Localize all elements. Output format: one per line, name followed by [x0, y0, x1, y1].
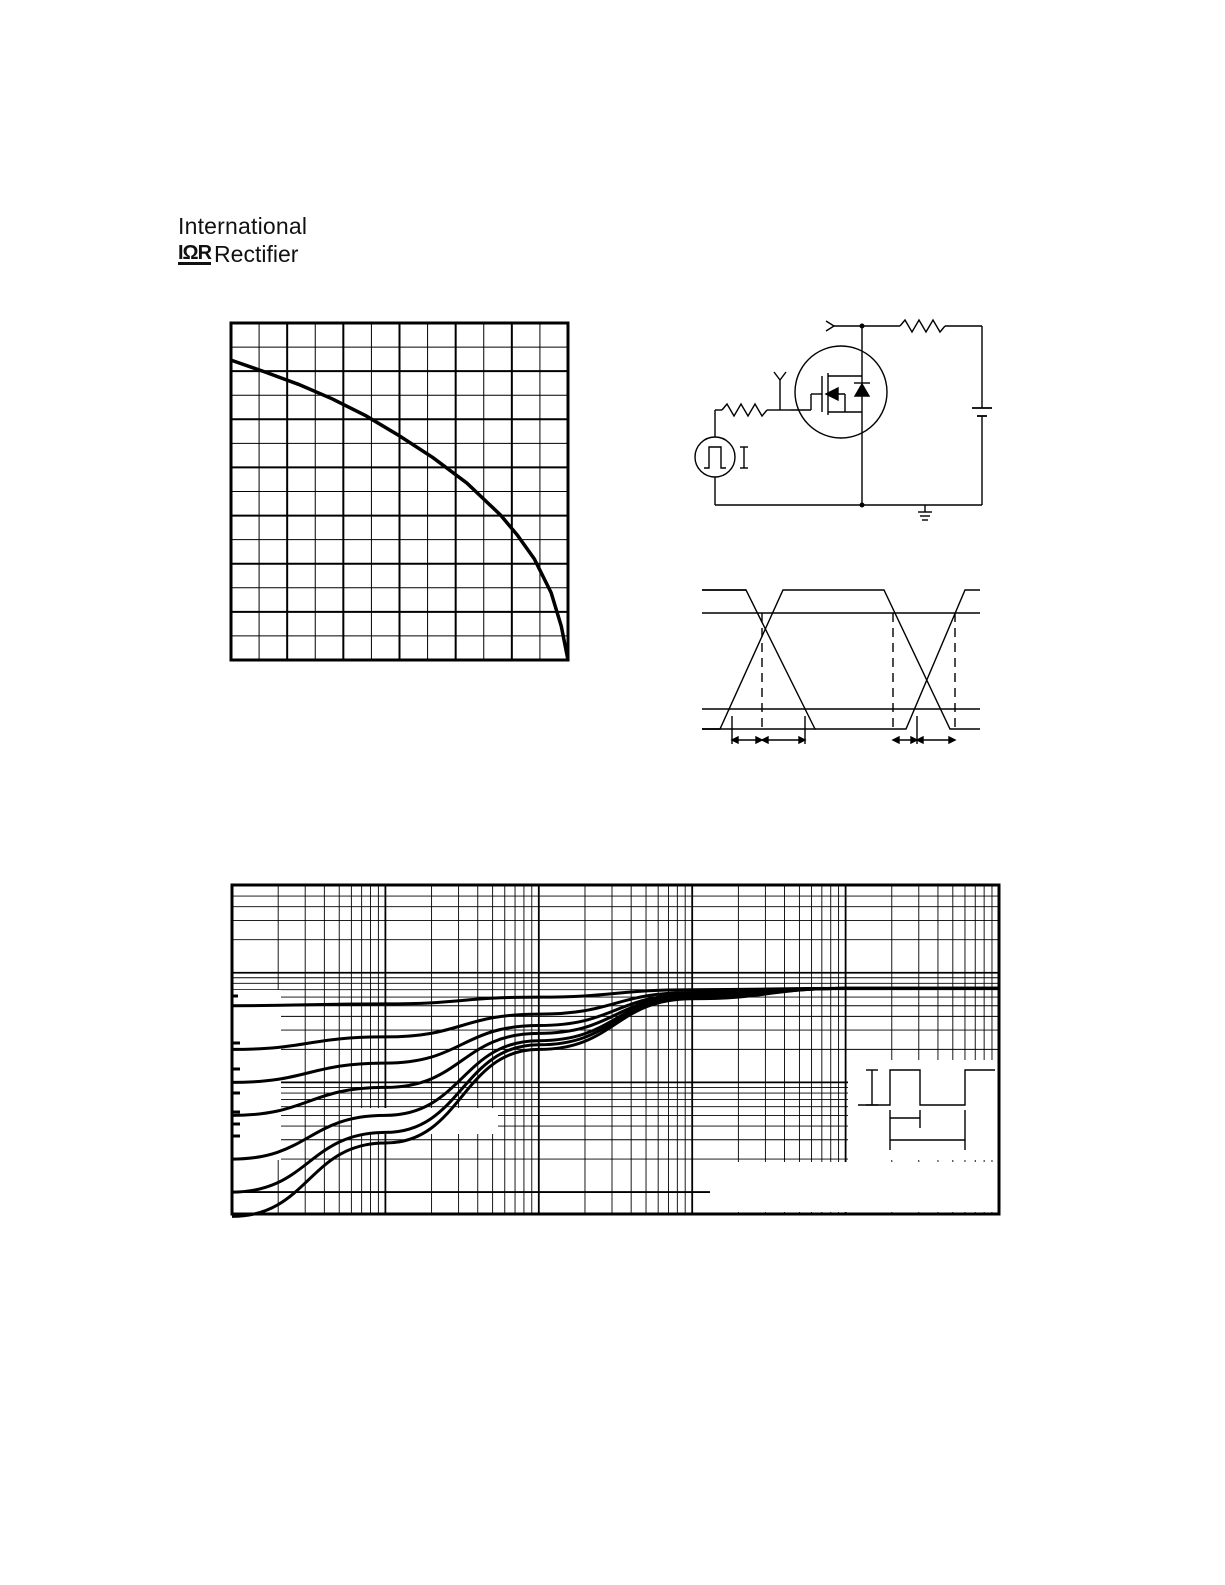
logo-line-international: International	[178, 213, 308, 239]
notes-blank-area	[710, 1162, 998, 1212]
pulse-inset-area	[848, 1060, 998, 1160]
logo-word-rectifier: Rectifier	[214, 241, 299, 267]
logo-mark: IΩR	[178, 242, 212, 264]
legend-blank-area	[233, 990, 281, 1160]
